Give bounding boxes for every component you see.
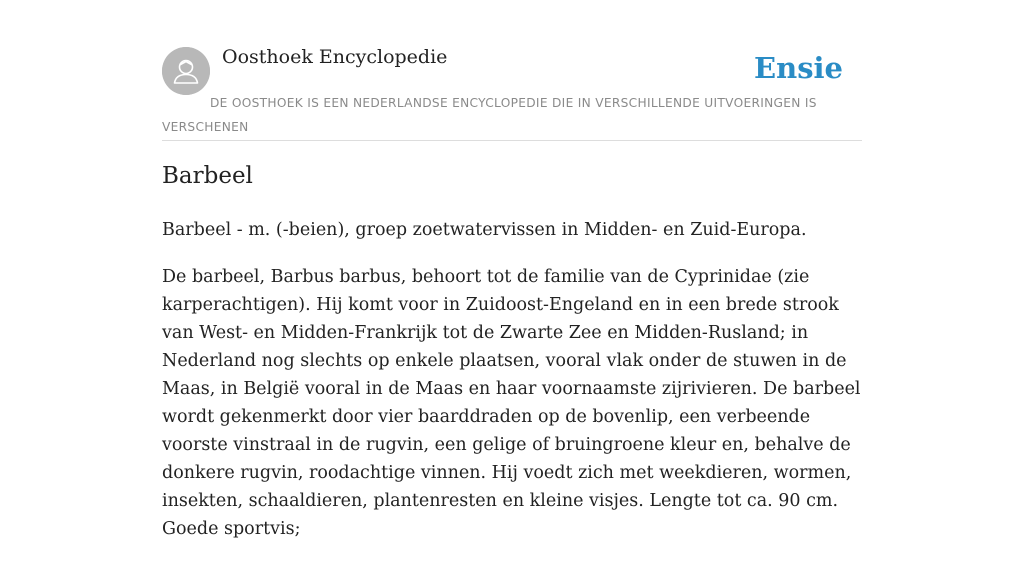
ensie-logo-link[interactable]: Ensie bbox=[754, 51, 843, 85]
source-avatar[interactable] bbox=[162, 47, 210, 95]
article-title: Barbeel bbox=[162, 163, 253, 189]
article-paragraph: Barbeel - m. (-beien), groep zoetwatervissen in Midden- en Zuid-Europa. bbox=[162, 220, 807, 240]
page-container bbox=[162, 0, 862, 539]
source-name-link[interactable]: Oosthoek Encyclopedie bbox=[222, 46, 448, 68]
article-paragraph: De barbeel, Barbus barbus, behoort tot de familie van de Cyprinidae (zie karperachtigen). Hij komt voor in Zuidoost-Engeland en in een brede strook van West- en Midden-Frankrijk tot de Zwarte Zee en Midden-Rusland; in Nederland nog slechts op enkele plaatsen, vooral vlak onder de stuwen in de Maas, in België vooral in de Maas en haar voornaamste zijrivieren. De barbeel wordt gekenmerkt door vier baarddraden op de bovenlip, een verbeende voorste vinstraal in de rugvin, een gelige of bruingroene kleur en, behalve de donkere rugvin, roodachtige vinnen. Hij voedt zich met weekdieren, wormen, insekten, schaaldieren, plantenresten en kleine visjes. Lengte tot ca. 90 cm. Goede sportvis; bbox=[162, 267, 861, 539]
source-description: DE OOSTHOEK IS EEN NEDERLANDSE ENCYCLOPEDIE DIE IN VERSCHILLENDE UITVOERINGEN IS VERSCHENEN bbox=[162, 96, 817, 134]
user-silhouette-icon bbox=[162, 47, 210, 95]
source-header bbox=[162, 0, 862, 141]
article-body bbox=[162, 216, 864, 562]
